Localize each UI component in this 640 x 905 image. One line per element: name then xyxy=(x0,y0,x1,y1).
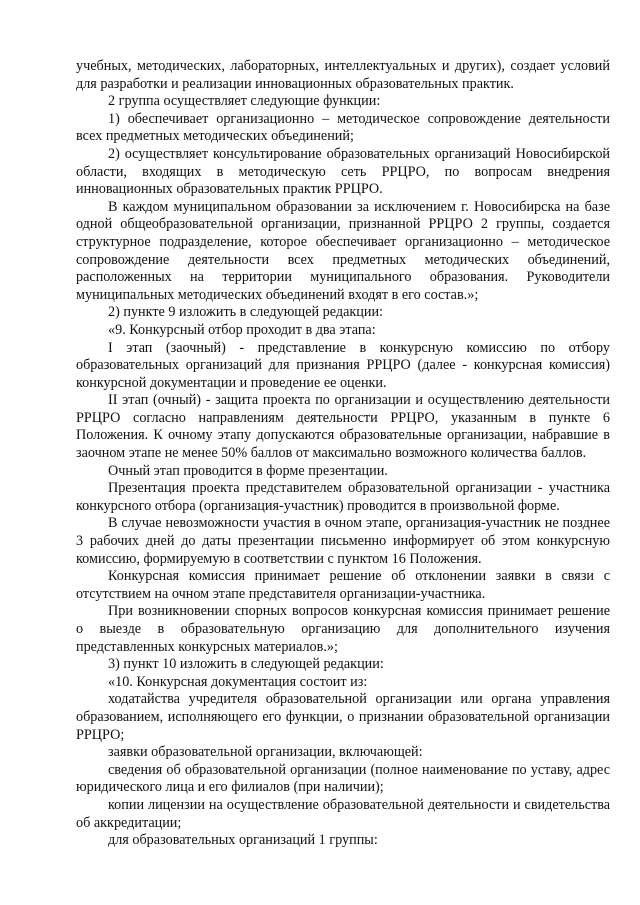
paragraph: Очный этап проводится в форме презентации. xyxy=(108,462,388,479)
paragraph: «10. Конкурсная документация состоит из: xyxy=(108,673,368,690)
paragraph: II этап (очный) - защита проекта по организации и осуществлению деятельности РРЦРО согласно направлениям деятельности РРЦРО, указанным в пункте 6 Положения. К очному этапу допускаются образовательные организации, набравшие в заочном этапе не менее 50% баллов от максимально возможного количества баллов. xyxy=(76,392,610,462)
paragraph: 2) пункте 9 изложить в следующей редакции: xyxy=(108,304,383,321)
paragraph: заявки образовательной организации, включающей: xyxy=(108,744,423,761)
document-page xyxy=(76,58,610,850)
paragraph: Конкурсная комиссия принимает решение об отклонении заявки в связи с отсутствием на очном этапе представителя организации-участника. xyxy=(76,568,610,602)
paragraph: В каждом муниципальном образовании за исключением г. Новосибирска на базе одной общеобразовательной организации, признанной РРЦРО 2 группы, создается структурное подразделение, которое обеспечивает организационно – методическое сопровождение деятельности всех предметных методических объединений, расположенных на территории муниципального образования. Руководители муниципальных методических объединений входят в его состав.»; xyxy=(76,198,610,303)
paragraph: I этап (заочный) - представление в конкурсную комиссию по отбору образовательных организаций для признания РРЦРО (далее - конкурсная комиссия) конкурсной документации и проведение ее оценки. xyxy=(76,339,610,391)
paragraph: для образовательных организаций 1 группы: xyxy=(108,832,378,849)
paragraph: ходатайства учредителя образовательной организации или органа управления образованием, исполняющего его функции, о признании образовательной организации РРЦРО; xyxy=(76,691,610,743)
paragraph: копии лицензии на осуществление образовательной деятельности и свидетельства об аккредитации; xyxy=(76,796,610,831)
paragraph: сведения об образовательной организации (полное наименование по уставу, адрес юридического лица и его филиалов (при наличии); xyxy=(76,761,610,796)
paragraph: «9. Конкурсный отбор проходит в два этапа: xyxy=(108,321,376,338)
paragraph: В случае невозможности участия в очном этапе, организация-участник не позднее 3 рабочих дней до даты презентации письменно информирует об этом конкурсную комиссию, формируемую в соответствии с пунктом 16 Положения. xyxy=(76,515,610,567)
paragraph: учебных, методических, лабораторных, интеллектуальных и других), создает условий для разработки и реализации инновационных образовательных практик. xyxy=(76,58,610,92)
paragraph: 2 группа осуществляет следующие функции: xyxy=(108,93,381,110)
paragraph: 3) пункт 10 изложить в следующей редакции: xyxy=(108,656,384,673)
paragraph: Презентация проекта представителем образовательной организации - участника конкурсного отбора (организация-участник) проводится в произвольной форме. xyxy=(76,480,610,514)
paragraph: 2) осуществляет консультирование образовательных организаций Новосибирской области, входящих в методическую сеть РРЦРО, по вопросам внедрения инновационных образовательных практик РРЦРО. xyxy=(76,145,610,198)
paragraph: При возникновении спорных вопросов конкурсная комиссия принимает решение о выезде в образовательную организацию для дополнительного изучения представленных конкурсных материалов.»; xyxy=(76,603,610,655)
paragraph: 1) обеспечивает организационно – методическое сопровождение деятельности всех предметных методических объединений; xyxy=(76,110,610,145)
